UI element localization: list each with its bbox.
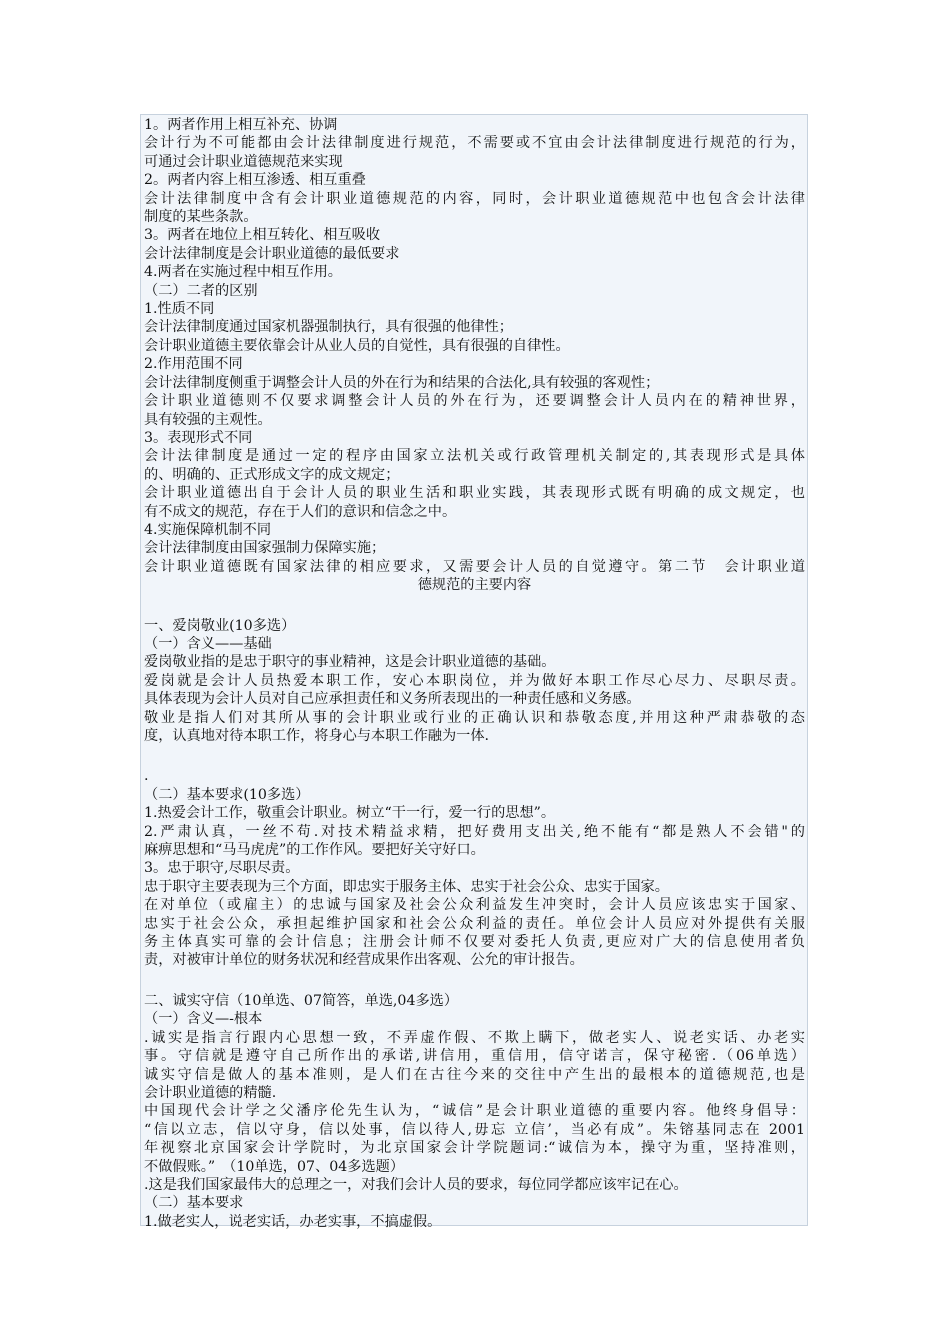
text-line: 年视察北京国家会计学院时，为北京国家会计学院题词:“诚信为本，操守为重，坚持准则， bbox=[144, 1140, 805, 1157]
section-heading: （一）含义—-根本 bbox=[144, 1011, 263, 1028]
text-line: 会计职业道德既有国家法律的相应要求，又需要会计人员的自觉遵守。第二节 会计职业道 bbox=[144, 558, 805, 575]
text-line: 3。两者在地位上相互转化、相互吸收 bbox=[144, 227, 381, 244]
text-line: 务主体真实可靠的会计信息；注册会计师不仅要对委托人负责,更应对广大的信息使用者负 bbox=[144, 934, 805, 951]
text-line: 麻痹思想和“马马虎虎”的工作作风。要把好关守好口。 bbox=[144, 842, 485, 859]
section-heading: 一、爱岗敬业(10多选） bbox=[144, 617, 296, 634]
text-line: 敬业是指人们对其所从事的会计职业或行业的正确认识和恭敬态度,并用这种严肃恭敬的态 bbox=[144, 709, 805, 726]
text-line: 会计行为不可能都由会计法律制度进行规范，不需要或不宜由会计法律制度进行规范的行为， bbox=[144, 135, 805, 152]
text-line: 事。守信就是遵守自己所作出的承诺,讲信用，重信用，信守诺言，保守秘密.（06单选） bbox=[144, 1048, 805, 1065]
text-line: 责，对被审计单位的财务状况和经营成果作出客观、公允的审计报告。 bbox=[144, 952, 584, 969]
text-line: 不做假账。” （10单选，07、04多选题） bbox=[144, 1158, 405, 1175]
text-line: 会计职业道德主要依靠会计从业人员的自觉性，具有很强的自律性。 bbox=[144, 337, 570, 354]
text-line: 具体表现为会计人员对自己应承担责任和义务所表现出的一种责任感和义务感。 bbox=[144, 691, 641, 708]
text-line: 忠于职守主要表现为三个方面，即忠实于服务主体、忠实于社会公众、忠实于国家。 bbox=[144, 878, 669, 895]
text-line: 1.热爱会计工作，敬重会计职业。树立“干一行，爱一行的思想”。 bbox=[144, 805, 556, 822]
text-line: 爱岗就是会计人员热爱本职工作，安心本职岗位，并为做好本职工作尽心尽力、尽职尽责。 bbox=[144, 672, 805, 689]
text-line: 爱岗敬业指的是忠于职守的事业精神，这是会计职业道德的基础。 bbox=[144, 654, 556, 671]
section-heading: 二、诚实守信（10单选、07简答，单选,04多选） bbox=[144, 992, 459, 1009]
text-line: 有不成文的规范，存在于人们的意识和信念之中。 bbox=[144, 503, 457, 520]
text-line: 1.做老实人，说老实话，办老实事，不搞虚假。 bbox=[144, 1213, 442, 1230]
text-line: 度，认真地对待本职工作，将身心与本职工作融为一体. bbox=[144, 728, 490, 744]
text-line: 忠实于社会公众，承担起维护国家和社会公众利益的责任。单位会计人员应对外提供有关服 bbox=[144, 915, 805, 932]
text-line: 3。忠于职守,尽职尽责。 bbox=[144, 860, 300, 877]
text-line: 1。两者作用上相互补充、协调 bbox=[144, 117, 338, 133]
text-line: 会计职业道德则不仅要求调整会计人员的外在行为，还要调整会计人员内在的精神世界， bbox=[144, 393, 805, 410]
section-heading: （一）含义——基础 bbox=[144, 635, 272, 652]
text-line: 具有较强的主观性。 bbox=[144, 411, 272, 428]
document-page bbox=[140, 114, 808, 1230]
text-line: 会计法律制度中含有会计职业道德规范的内容，同时，会计职业道德规范中也包含会计法律 bbox=[144, 190, 805, 207]
section-heading: （二）基本要求 bbox=[144, 1195, 244, 1212]
text-line: 可通过会计职业道德规范来实现 bbox=[144, 153, 343, 170]
chapter-title: 德规范的主要内容 bbox=[417, 577, 532, 594]
text-line: 2.严肃认真，一丝不苟.对技术精益求精，把好费用支出关,绝不能有“都是熟人不会错"的 bbox=[144, 823, 805, 840]
text-line: 2。两者内容上相互渗透、相互重叠 bbox=[144, 172, 366, 189]
section-heading: （二）二者的区别 bbox=[144, 282, 258, 299]
text-line: 会计法律制度是会计职业道德的最低要求 bbox=[144, 245, 400, 262]
text-line: 4.实施保障机制不同 bbox=[144, 521, 272, 538]
text-line: .诚实是指言行跟内心思想一致，不弄虚作假、不欺上瞒下，做老实人、说老实话、办老实 bbox=[144, 1029, 805, 1046]
text-line: 会计职业道德出自于会计人员的职业生活和职业实践，其表现形式既有明确的成文规定，也 bbox=[144, 485, 805, 502]
text-line: “信以立志，信以守身，信以处事，信以待人,毋忘 立信’，当必有成”。朱镕基同志在 2001 bbox=[144, 1121, 805, 1138]
text-line: . bbox=[144, 768, 149, 785]
text-line: 4.两者在实施过程中相互作用。 bbox=[144, 264, 342, 281]
text-line: 会计法律制度侧重于调整会计人员的外在行为和结果的合法化,具有较强的客观性； bbox=[144, 374, 660, 391]
section-heading: （二）基本要求(10多选） bbox=[144, 786, 310, 803]
text-line: 的、明确的、正式形成文字的成文规定； bbox=[144, 466, 400, 483]
text-line: 在对单位（或雇主）的忠诚与国家及社会公众利益发生冲突时，会计人员应该忠实于国家、 bbox=[144, 897, 805, 914]
text-line: .这是我们国家最伟大的总理之一，对我们会计人员的要求，每位同学都应该牢记在心。 bbox=[144, 1176, 688, 1193]
text-line: 1.性质不同 bbox=[144, 301, 215, 318]
text-line: 诚实守信是做人的基本准则，是人们在古往今来的交往中产生出的最根本的道德规范,也是 bbox=[144, 1066, 805, 1083]
text-line: 中国现代会计学之父潘序伦先生认为，“诚信”是会计职业道德的重要内容。他终身倡导： bbox=[144, 1103, 805, 1120]
text-line: 会计法律制度是通过一定的程序由国家立法机关或行政管理机关制定的,其表现形式是具体 bbox=[144, 448, 805, 465]
text-line: 会计职业道德的精髓. bbox=[144, 1084, 277, 1101]
text-line: 制度的某些条款。 bbox=[144, 209, 258, 226]
text-line: 2.作用范围不同 bbox=[144, 356, 243, 373]
text-line: 3。表现形式不同 bbox=[144, 429, 253, 446]
text-line: 会计法律制度通过国家机器强制执行，具有很强的他律性； bbox=[144, 319, 513, 336]
text-line: 会计法律制度由国家强制力保障实施； bbox=[144, 540, 386, 557]
